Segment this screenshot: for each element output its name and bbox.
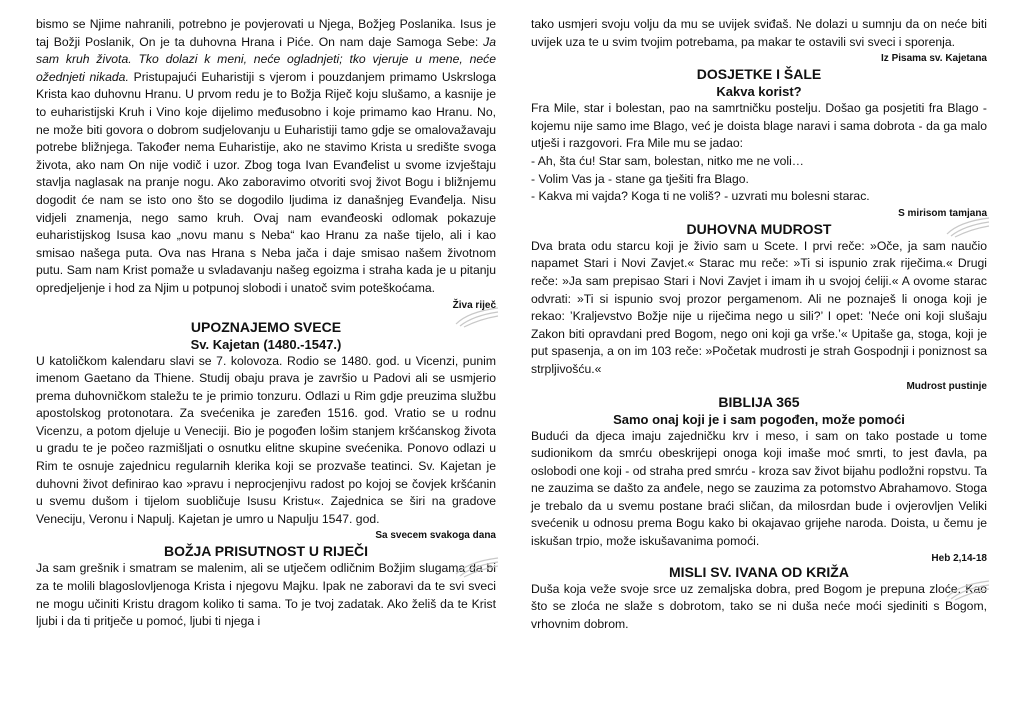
feather-swirl-icon	[454, 306, 500, 328]
heading-bozja-prisutnost: BOŽJA PRISUTNOST U RIJEČI	[163, 543, 369, 560]
paragraph-bozja-prisutnost: Ja sam grešnik i smatram se malenim, ali se utječem odličnim Božjim slugama da bi za te molili blagoslovljenoga Krista i njegovu Majku. Ipak ne zaboravi da te svi sveci ne mogu učiniti Kristu dragom koliko ti sama. To je tvoj zadatak. Ako želiš da te Krist ljubi i da ti pritječe u pomoć, ljubi ti njega i	[36, 561, 496, 629]
heading-dosjetke-i-sale: DOSJETKE I ŠALE	[696, 66, 822, 83]
paragraph-duhovna-mudrost: Dva brata odu starcu koji je živio sam u Scete. I prvi reče: »Oče, ja sam naučio napamet Stari i Novi Zavjet.« Starac mu reče: »Ti si ispunio zrak riječima.« Drugi reče: »Ja sam prepisao Stari i Novi Zavjet i imam ih u svojoj ćeliji.« A ovome starac odvrati: »Ti si ispunio svoj prozor pergamenom. Ali ne poznaješ li onoga koji je rekao: ’Kraljevstvo Božje nije u riječima nego u sili?’ I opet: ’Neće oni koji slušaju Zakon biti opravdani pred Bogom, nego oni koji ga vrše.’« Upitaše ga, stoga, koji je put spasenja, a on im 103 reče: »Početak mudrosti je strah Gospodnji i poniznost sa strpljivošću.«	[531, 238, 987, 376]
heading-duhovna-mudrost: DUHOVNA MUDROST	[686, 220, 832, 237]
paragraph-fra-mile: Fra Mile, star i bolestan, pao na samrtničku postelju. Došao ga posjetiti fra Blago - kojemu nije samo ime Blago, već je doista blage naravi i sama dobrota - da ga malo utješi i razgovori. Fra Mile mu se jadao:	[531, 101, 987, 151]
heading-sv-kajetan: Sv. Kajetan (1480.-1547.)	[190, 336, 342, 352]
feather-swirl-icon	[454, 556, 500, 578]
paragraph-biblija: Budući da djeca imaju zajedničku krv i meso, i sam on tako postade u tome sudionikom da smrću obeskrijepi onoga koji imaše moć smrti, to jest đavla, pa oslobodi one koji - od straha pred smrću - kroza sav život bijahu podložni ropstvu. Ta ne zauzima se dašto za anđele, nego se zauzima za potomstvo Abrahamovo. Stoga je trebalo da u svemu postane braći sličan, da milosrdan bude i ovjerovljen Veliki svećenik u odnosu prema Bogu kako bi okajavao grijehe naroda. Doista, u čemu je iskušan trpio, može iskušavanima pomoći.	[531, 428, 987, 549]
heading-samo-onaj: Samo onaj koji je i sam pogođen, može pomoći	[613, 411, 905, 427]
feather-swirl-icon	[945, 216, 991, 238]
dialogue-line: - Ah, šta ću! Star sam, bolestan, nitko me ne voli…	[531, 153, 804, 168]
source-heb: Heb 2,14-18	[931, 552, 987, 564]
paragraph-kajetan: U katoličkom kalendaru slavi se 7. kolovoza. Rodio se 1480. god. u Vicenzi, punim imenom Gaetano da Thiene. Studij obaju prava je završio u Padovi ali se usmjerio prema duhovničkom staležu te je primio tonzuru. Odlazi u Rim gdje preuzima službu apostolskog protonotara. Za svećenika je zaređen 1516. god. Vratio se u rodnu Vicenzu, a potom djeluje u Veneciji. Bio je pogođen lošim stanjem kršćanskog života u gradu te je počeo razmišljati o osnutku elitne skupine svećenika. Ponovo odlazi u Rim te osnuje zajednicu regularnih klerika koji se prozvaše teatinci. Sv. Kajetan je duhovni život definirao kao »pravu i neprocjenjivu radost po kojoj se čovjek kršćanin u svemu dušom i tijelom suobličuje Isusu Kristu«. Zajednica se širi na gradove Veneciju, Veronu i Napulj. Kajetan je umro u Napulju 1547. god.	[36, 353, 496, 526]
heading-misli-sv-ivana: MISLI SV. IVANA OD KRIŽA	[669, 563, 849, 580]
source-mudrost-pustinje: Mudrost pustinje	[906, 380, 987, 392]
source-ziva-rijec: Živa riječ	[452, 299, 496, 311]
dialogue-line: - Volim Vas ja - stane ga tješiti fra Blago.	[531, 171, 749, 186]
right-column	[531, 16, 987, 633]
paragraph-misli: Duša koja veže svoje srce uz zemaljska dobra, pred Bogom je prepuna zloće. Kao što se zloća ne slaže s dobrotom, tako se ni duša neće moći sjediniti s Bogom, vrhovnim dobrom.	[531, 581, 987, 631]
heading-upoznajemo-svece: UPOZNAJEMO SVECE	[190, 318, 342, 335]
source-s-mirisom-tamjana: S mirisom tamjana	[898, 207, 987, 219]
source-sa-svecem: Sa svecem svakoga dana	[375, 530, 496, 542]
heading-biblija-365: BIBLIJA 365	[718, 393, 800, 410]
dialogue-line: - Kakva mi vajda? Koga ti ne voliš? - uzvrati mu bolesni starac.	[531, 189, 870, 204]
source-iz-pisama: Iz Pisama sv. Kajetana	[881, 53, 987, 65]
left-column	[36, 16, 496, 631]
quote-kruh-zivota: Ja sam kruh života. Tko dolazi k meni, neće ogladnjeti; tko vjeruje u mene, neće ožednjeti nikada.	[36, 34, 496, 84]
feather-swirl-icon	[945, 579, 991, 601]
paragraph-euharistija: bismo se Njime nahranili, potrebno je povjerovati u Njega, Božjeg Poslanika. Isus je taj Božji Poslanik, On je ta duhovna Hrana i Piće. On nam daje Samoga Sebe: Ja sam kruh života. Tko dolazi k meni, neće ogladnjeti; tko vjeruje u mene, neće ožednjeti nikada. Pristupajući Euharistiji s vjerom i pouzdanjem primamo Uskrsloga Krista kao duhovnu Hranu. U prvom redu je to Božja Riječ koju slušamo, a kasnije je to euharistijski Kruh i Vino koje dijelimo međusobno i koje primamo kao Hranu. No, ne može biti govora o dobrom sudjelovanju u Euharistiji tamo gdje se omalovažavaju potrebe bližnjega. Također nema Euharistije, ako ne stavimo Krista u središte svoga života, ako nam On nije vodič i uzor. Zbog toga Ivan Evanđelist u svome izvještaju stavlja naglasak na pranje nogu. Ako zaboravimo otvoriti svoj život Bogu i bližnjemu dogodit će nam se isto ono što se dogodilo ljudima iz današnjeg Evanđelja. Nisu vidjeli znamenja, nego samo kruh. Ovaj nam evanđeoski odlomak pokazuje euharistijskog Isusa kao „novu manu s Neba“ kao Hranu za naše tijelo, ali i kao smisao našega puta. Ova nas Hrana s Neba jača i daje smisao našem životnom putu. Sam nam Krist pomaže u svladavanju našeg egoizma i straha kada je u pitanju opredjeljenje i hod za Njim u potpunoj slobodi i unatoč svim poteškoćama.	[36, 17, 496, 295]
paragraph-kajetan-continued: tako usmjeri svoju volju da mu se uvijek sviđaš. Ne dolazi u sumnju da on neće biti uvijek uza te u svim tvojim potrebama, pa makar te ostavili svi sveci i sporenja.	[531, 17, 987, 49]
heading-kakva-korist: Kakva korist?	[716, 84, 802, 100]
